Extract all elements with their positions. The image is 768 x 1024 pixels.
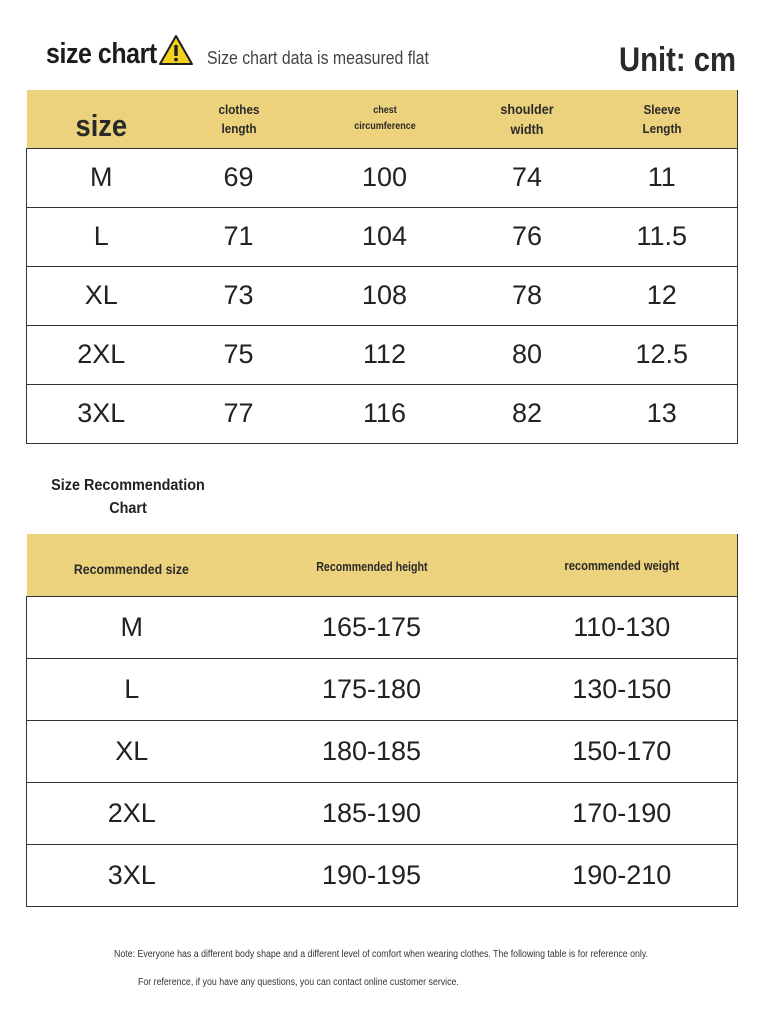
cell-height: 190-195 <box>237 844 507 906</box>
cell-size: XL <box>27 266 176 325</box>
cell-size: 2XL <box>27 325 176 384</box>
recommendation-title <box>49 474 207 520</box>
cell-size: M <box>27 596 237 658</box>
table-row <box>27 596 738 658</box>
cell-weight: 150-170 <box>507 720 738 782</box>
cell-shoulder: 74 <box>468 148 587 207</box>
cell-length: 75 <box>176 325 302 384</box>
cell-shoulder: 76 <box>468 207 587 266</box>
cell-shoulder: 80 <box>468 325 587 384</box>
header-sleeve-length: Sleeve Length <box>642 101 682 136</box>
cell-shoulder: 82 <box>468 384 587 443</box>
cell-chest: 112 <box>302 325 468 384</box>
measurement-note: Size chart data is measured flat <box>207 48 429 68</box>
cell-height: 180-185 <box>237 720 507 782</box>
table-row <box>27 325 738 384</box>
header-recommended-size: Recommended size <box>73 560 190 577</box>
cell-size: 3XL <box>27 844 237 906</box>
table-row <box>27 384 738 443</box>
cell-size: XL <box>27 720 237 782</box>
table-row <box>27 782 738 844</box>
cell-size: L <box>27 658 237 720</box>
table-row <box>27 720 738 782</box>
cell-length: 69 <box>176 148 302 207</box>
customer-service-note: For reference, if you have any questions, you can contact online customer service. <box>138 977 459 988</box>
cell-chest: 104 <box>302 207 468 266</box>
table-row <box>27 207 738 266</box>
cell-chest: 108 <box>302 266 468 325</box>
table-row <box>27 148 738 207</box>
table-row <box>27 658 738 720</box>
table-row <box>27 266 738 325</box>
header-recommended-height: Recommended height <box>315 559 428 575</box>
cell-chest: 100 <box>302 148 468 207</box>
cell-sleeve: 12 <box>587 266 738 325</box>
cell-size: M <box>27 148 176 207</box>
cell-height: 165-175 <box>237 596 507 658</box>
cell-height: 185-190 <box>237 782 507 844</box>
size-recommendation-table <box>26 534 738 907</box>
cell-weight: 190-210 <box>507 844 738 906</box>
cell-sleeve: 11 <box>587 148 738 207</box>
header-shoulder-width: shoulder width <box>500 100 554 137</box>
header-size: size <box>75 107 127 143</box>
size-chart-header-row <box>27 90 738 148</box>
header-clothes-length: clothes length <box>218 101 259 136</box>
header-chest-circumference: chest circumference <box>353 104 416 132</box>
cell-size: L <box>27 207 176 266</box>
size-chart-table <box>26 90 738 444</box>
table-row <box>27 844 738 906</box>
cell-weight: 110-130 <box>507 596 738 658</box>
unit-label: Unit: cm <box>619 41 736 79</box>
header-recommended-weight: recommended weight <box>564 557 680 573</box>
recommendation-title-line1: Size Recommendation <box>51 477 205 494</box>
cell-length: 73 <box>176 266 302 325</box>
cell-size: 2XL <box>27 782 237 844</box>
cell-sleeve: 11.5 <box>587 207 738 266</box>
cell-shoulder: 78 <box>468 266 587 325</box>
cell-sleeve: 13 <box>587 384 738 443</box>
cell-size: 3XL <box>27 384 176 443</box>
cell-chest: 116 <box>302 384 468 443</box>
cell-length: 71 <box>176 207 302 266</box>
cell-height: 175-180 <box>237 658 507 720</box>
reference-note: Note: Everyone has a different body shape and a different level of comfort when wearing clothes. The following table is for reference only. <box>114 949 649 960</box>
cell-weight: 130-150 <box>507 658 738 720</box>
page-title: size chart <box>46 38 157 70</box>
cell-sleeve: 12.5 <box>587 325 738 384</box>
recommendation-title-line2: Chart <box>109 500 147 517</box>
warning-triangle-icon <box>158 34 194 66</box>
cell-weight: 170-190 <box>507 782 738 844</box>
cell-length: 77 <box>176 384 302 443</box>
recommendation-header-row <box>27 534 738 596</box>
